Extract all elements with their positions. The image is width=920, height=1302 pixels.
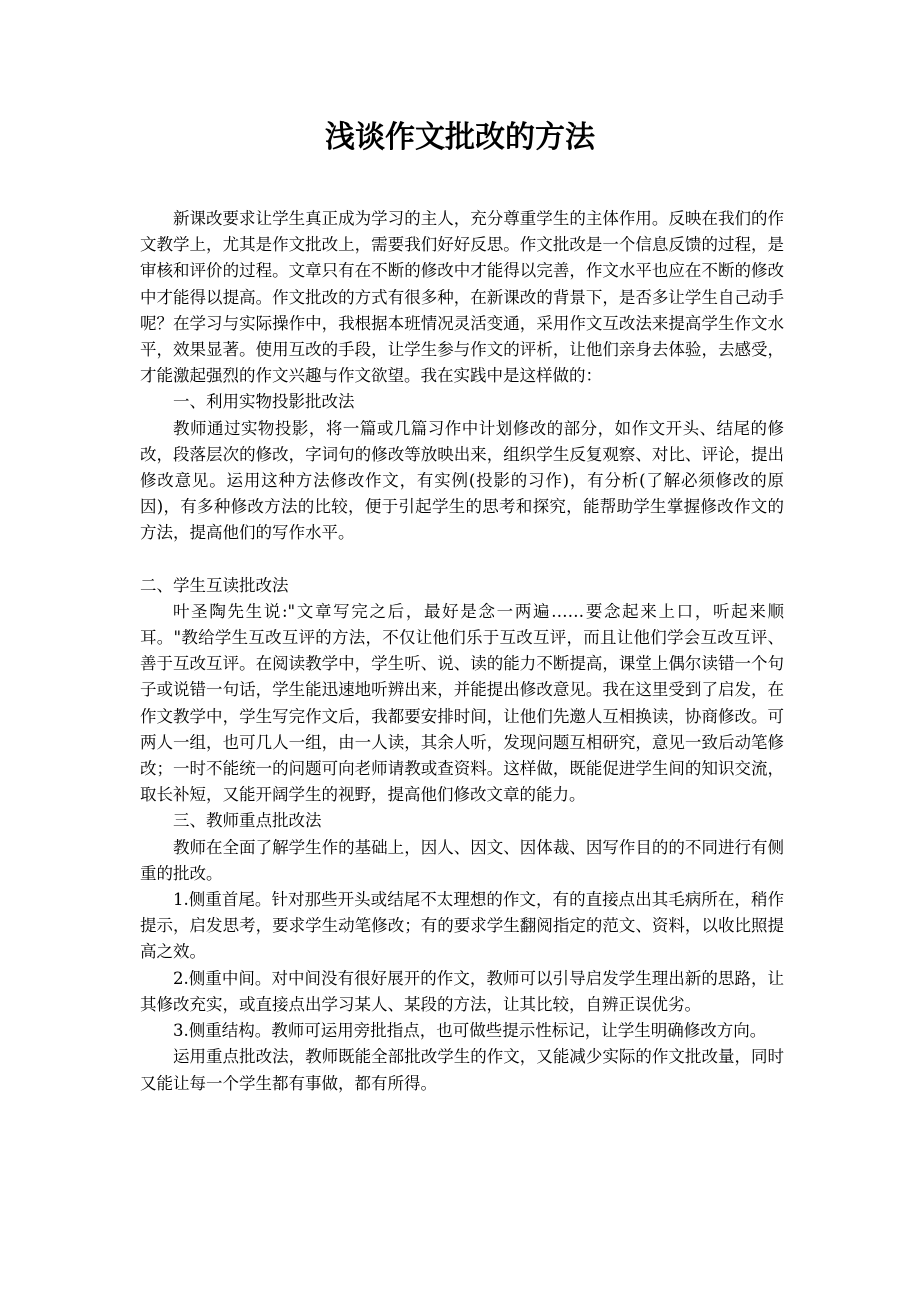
paragraph-intro: 新课改要求让学生真正成为学习的主人，充分尊重学生的主体作用。反映在我们的作文教学上，尤其是作文批改上，需要我们好好反思。作文批改是一个信息反馈的过程，是审核和评价的过程。文章只有在不断的修改中才能得以完善，作文水平也应在不断的修改中才能得以提高。作文批改的方式有很多种，在新课改的背景下，是否多让学生自己动手呢？在学习与实际操作中，我根据本班情况灵活变通，采用作文互改法来提高学生作文水平，效果显著。使用互改的手段，让学生参与作文的评析，让他们亲身去体验，去感受，才能激起强烈的作文兴趣与作文欲望。我在实践中是这样做的： <box>140 209 784 386</box>
section-heading-1: 一、利用实物投影批改法 <box>173 392 355 412</box>
document-title: 浅谈作文批改的方法 <box>325 120 595 155</box>
document-body <box>140 206 784 1097</box>
paragraph-conclusion: 运用重点批改法，教师既能全部批改学生的作文，又能减少实际的作文批改量，同时又能让每一个学生都有事做，都有所得。 <box>140 1047 784 1093</box>
paragraph-point-1: 1.侧重首尾。针对那些开头或结尾不太理想的作文，有的直接点出其毛病所在，稍作提示，启发思考，要求学生动笔修改；有的要求学生翻阅指定的范文、资料，以收比照提高之效。 <box>140 890 784 962</box>
paragraph-section-1: 教师通过实物投影，将一篇或几篇习作中计划修改的部分，如作文开头、结尾的修改，段落层次的修改，字词句的修改等放映出来，组织学生反复观察、对比、评论，提出修改意见。运用这种方法修改作文，有实例(投影的习作)，有分析(了解必须修改的原因)，有多种修改方法的比较，便于引起学生的思考和探究，能帮助学生掌握修改作文的方法，提高他们的写作水平。 <box>140 418 784 543</box>
section-heading-2: 二、学生互读批改法 <box>140 575 289 595</box>
paragraph-section-3: 教师在全面了解学生作的基础上，因人、因文、因体裁、因写作目的的不同进行有侧重的批改。 <box>140 837 784 883</box>
paragraph-gap <box>140 547 784 573</box>
paragraph-point-2: 2.侧重中间。对中间没有很好展开的作文，教师可以引导启发学生理出新的思路，让其修改充实，或直接点出学习某人、某段的方法，让其比较，自辨正误优劣。 <box>140 968 784 1014</box>
paragraph-section-2: 叶圣陶先生说:"文章写完之后，最好是念一两遍……要念起来上口，听起来顺耳。"教给学生互改互评的方法，不仅让他们乐于互改互评，而且让他们学会互改互评、善于互改互评。在阅读教学中，学生听、说、读的能力不断提高，课堂上偶尔读错一个句子或说错一句话，学生能迅速地听辨出来，并能提出修改意见。我在这里受到了启发，在作文教学中，学生写完作文后，我都要安排时间，让他们先邀人互相换读，协商修改。可两人一组，也可几人一组，由一人读，其余人听，发现问题互相研究，意见一致后动笔修改；一时不能统一的问题可向老师请教或查资料。这样做，既能促进学生间的知识交流，取长补短，又能开阔学生的视野，提高他们修改文章的能力。 <box>140 601 784 805</box>
paragraph-point-3: 3.侧重结构。教师可运用旁批指点，也可做些提示性标记，让学生明确修改方向。 <box>173 1021 767 1041</box>
section-heading-3: 三、教师重点批改法 <box>173 811 322 831</box>
